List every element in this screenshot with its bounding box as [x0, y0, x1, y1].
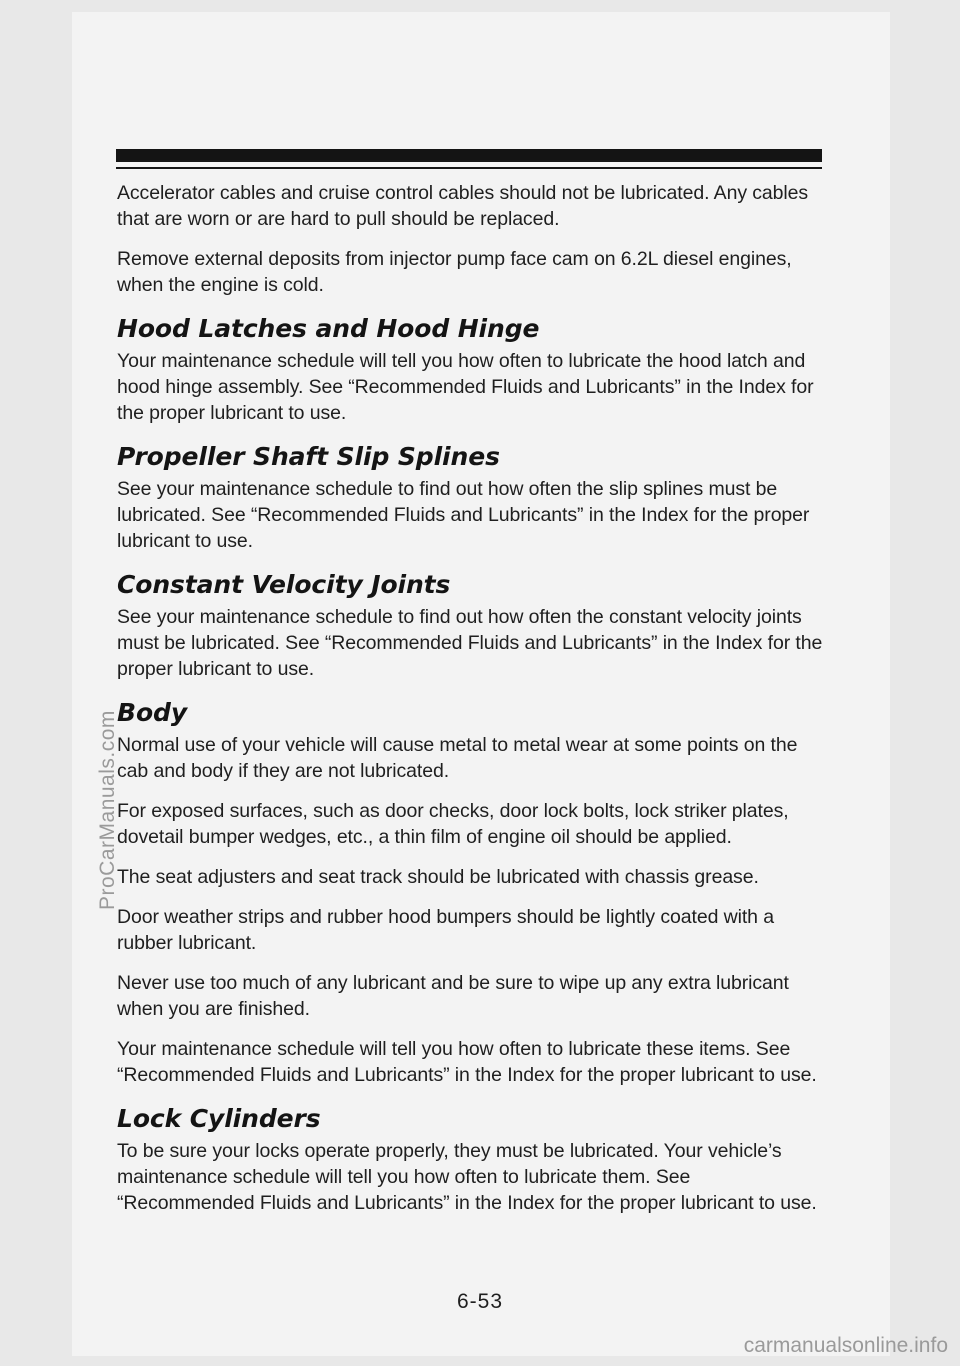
hood-latches-paragraph: Your maintenance schedule will tell you how often to lubricate the hood latch and hood hinge assembly. See “Recommended Fluids and Lubricants” in the Index for the proper lubricant to use.: [117, 350, 814, 424]
watermark-bottom: carmanualsonline.info: [743, 1334, 948, 1357]
intro-paragraph-1: Accelerator cables and cruise control cables should not be lubricated. Any cables that are worn or are hard to pull should be replaced.: [117, 182, 809, 230]
body-paragraph-3: The seat adjusters and seat track should be lubricated with chassis grease.: [117, 866, 759, 888]
body-heading: Body: [117, 698, 188, 727]
body-paragraph-2: For exposed surfaces, such as door checks, door lock bolts, lock striker plates, dovetail bumper wedges, etc., a thin film of engine oil should be applied.: [117, 800, 789, 848]
body-paragraph-4: Door weather strips and rubber hood bumpers should be lightly coated with a rubber lubricant.: [117, 906, 774, 954]
cv-joints-paragraph: See your maintenance schedule to find out how often the constant velocity joints must be lubricated. See “Recommended Fluids and Lubricants” in the Index for the proper lubricant to use.: [117, 606, 823, 680]
body-paragraph-5: Never use too much of any lubricant and be sure to wipe up any extra lubricant when you are finished.: [117, 972, 789, 1020]
propeller-shaft-paragraph: See your maintenance schedule to find out how often the slip splines must be lubricated. See “Recommended Fluids and Lubricants” in the Index for the proper lubricant to use.: [117, 478, 810, 552]
header-rule-thick: [116, 149, 822, 162]
page-number: 6-53: [456, 1290, 504, 1313]
body-paragraph-6: Your maintenance schedule will tell you how often to lubricate these items. See “Recommended Fluids and Lubricants” in the Index for the proper lubricant to use.: [117, 1038, 817, 1086]
page-content: [117, 180, 825, 1230]
watermark-left: ProCarManuals.com: [96, 710, 119, 910]
propeller-shaft-heading: Propeller Shaft Slip Splines: [117, 442, 500, 471]
lock-cylinders-paragraph: To be sure your locks operate properly, they must be lubricated. Your vehicle’s maintenance schedule will tell you how often to lubricate them. See “Recommended Fluids and Lubricants” in the Index for the proper lubricant to use.: [117, 1140, 817, 1214]
body-paragraph-1: Normal use of your vehicle will cause metal to metal wear at some points on the cab and body if they are not lubricated.: [117, 734, 798, 782]
header-rule-thin: [116, 167, 822, 169]
lock-cylinders-heading: Lock Cylinders: [117, 1104, 321, 1133]
hood-latches-heading: Hood Latches and Hood Hinge: [117, 314, 540, 343]
cv-joints-heading: Constant Velocity Joints: [117, 570, 451, 599]
intro-paragraph-2: Remove external deposits from injector pump face cam on 6.2L diesel engines, when the engine is cold.: [117, 248, 792, 296]
